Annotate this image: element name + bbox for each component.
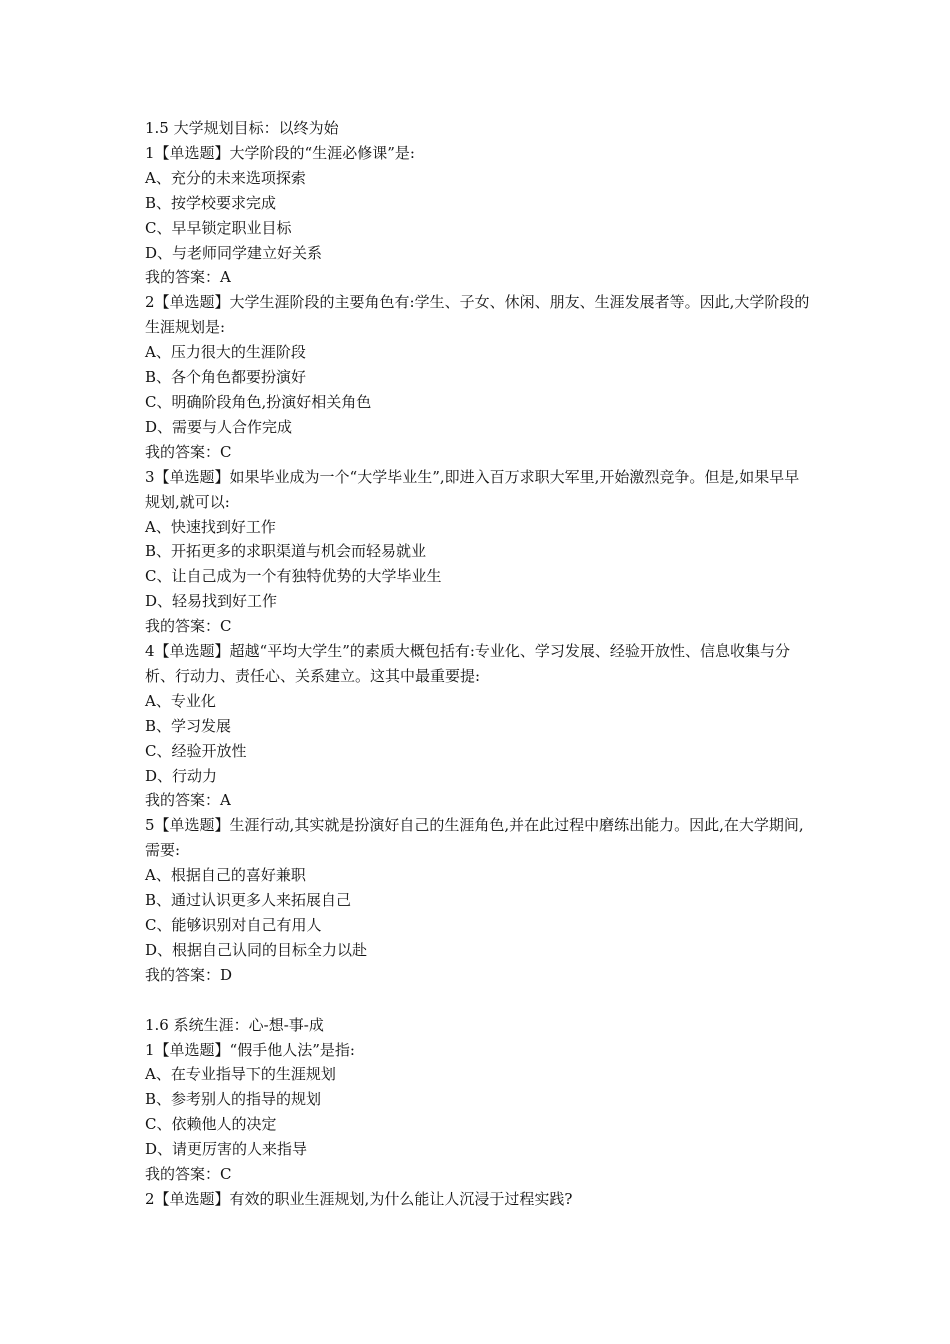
question-stem: 4【单选题】超越“平均大学生”的素质大概包括有:专业化、学习发展、经验开放性、信息收集与分析、行动力、责任心、关系建立。这其中最重要提: <box>145 642 790 685</box>
my-answer: 我的答案：A <box>145 268 231 287</box>
option-b: B、参考别人的指导的规划 <box>145 1090 322 1109</box>
option-c: C、早早锁定职业目标 <box>145 218 292 237</box>
my-answer: 我的答案：C <box>145 617 232 636</box>
question-stem: 1【单选题】大学阶段的“生涯必修课”是: <box>145 143 415 162</box>
question-stem: 2【单选题】有效的职业生涯规划,为什么能让人沉浸于过程实践? <box>145 1189 573 1208</box>
my-answer: 我的答案：D <box>145 965 233 984</box>
option-a: A、充分的未来选项探索 <box>145 168 306 187</box>
option-d: D、请更厉害的人来指导 <box>145 1140 308 1159</box>
option-d: D、轻易找到好工作 <box>145 592 278 611</box>
option-b: B、按学校要求完成 <box>145 193 277 212</box>
option-d: D、行动力 <box>145 766 218 785</box>
section-title: 1.6 系统生涯：心-想-事-成 <box>145 1015 324 1034</box>
section-title: 1.5 大学规划目标：以终为始 <box>145 119 339 137</box>
option-d: D、根据自己认同的目标全力以赴 <box>145 940 368 959</box>
option-c: C、能够识别对自己有用人 <box>145 916 322 934</box>
my-answer: 我的答案：C <box>145 1165 232 1184</box>
document-content <box>145 116 813 1212</box>
option-d: D、与老师同学建立好关系 <box>145 243 323 262</box>
option-d: D、需要与人合作完成 <box>145 417 293 436</box>
my-answer: 我的答案：C <box>145 442 232 461</box>
question-stem: 5【单选题】生涯行动,其实就是扮演好自己的生涯角色,并在此过程中磨练出能力。因此,在大学期间,需要: <box>145 816 804 860</box>
question-stem: 2【单选题】大学生涯阶段的主要角色有:学生、子女、休闲、朋友、生涯发展者等。因此,大学阶段的生涯规划是: <box>145 293 810 337</box>
option-b: B、通过认识更多人来拓展自己 <box>145 891 352 910</box>
option-c: C、让自己成为一个有独特优势的大学毕业生 <box>145 567 442 586</box>
option-c: C、明确阶段角色,扮演好相关角色 <box>145 392 372 411</box>
section-spacer <box>145 988 813 1013</box>
my-answer: 我的答案：A <box>145 791 231 810</box>
option-a: A、在专业指导下的生涯规划 <box>145 1065 336 1084</box>
option-c: C、经验开放性 <box>145 741 247 760</box>
option-a: A、专业化 <box>145 691 216 710</box>
option-a: A、根据自己的喜好兼职 <box>145 866 306 885</box>
question-stem: 3【单选题】如果毕业成为一个“大学毕业生”,即进入百万求职大军里,开始激烈竞争。但是,如果早早规划,就可以: <box>145 467 800 511</box>
option-a: A、压力很大的生涯阶段 <box>145 343 306 362</box>
option-a: A、快速找到好工作 <box>145 517 276 536</box>
option-b: B、开拓更多的求职渠道与机会而轻易就业 <box>145 542 427 561</box>
option-b: B、学习发展 <box>145 716 232 735</box>
option-c: C、依赖他人的决定 <box>145 1115 277 1134</box>
question-stem: 1【单选题】“假手他人法”是指: <box>145 1040 355 1059</box>
option-b: B、各个角色都要扮演好 <box>145 368 307 387</box>
